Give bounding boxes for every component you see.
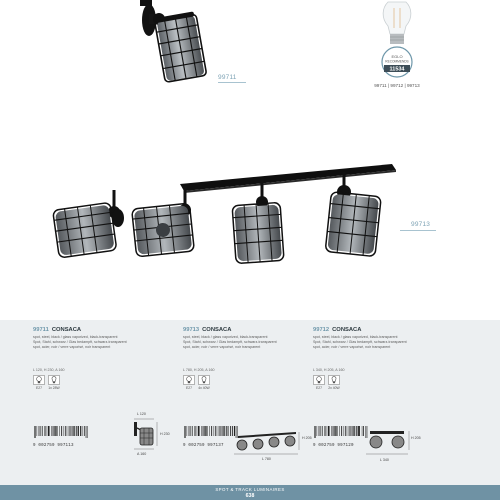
spec-icons-99713: [183, 375, 210, 390]
bulb-small-icon: [328, 375, 340, 385]
barcode-bar: [360, 426, 361, 436]
dimensions-99711: L 120, H 230, A 160: [33, 368, 65, 372]
drawing-label-projection: A 160: [137, 452, 147, 456]
wattage-spec: [198, 375, 210, 390]
bar-spot-head-4: [325, 172, 381, 257]
barcode-bar: [34, 426, 35, 438]
barcode-bar: [314, 426, 315, 438]
wattage-spec: [48, 375, 60, 390]
product-column-99712: [313, 327, 463, 350]
barcode-bar: [339, 426, 340, 436]
barcode-bar: [48, 426, 49, 436]
barcode-bar: [223, 426, 224, 436]
barcode-bar: [230, 426, 231, 436]
barcode-bar: [207, 426, 208, 436]
bar-spot-head-3: [232, 178, 284, 264]
barcode-bar: [192, 426, 193, 436]
socket-spec: [33, 375, 45, 390]
bulb-recommendation: [368, 0, 426, 92]
socket-caption: E27: [315, 385, 323, 390]
barcode-bar: [356, 426, 357, 436]
wattage-caption: 2x 40W: [328, 385, 340, 390]
barcode-bar: [345, 426, 346, 436]
socket-icon: [33, 375, 45, 385]
bulb-small-icon: [48, 375, 60, 385]
barcode-bar: [215, 426, 216, 436]
barcode-bar: [35, 426, 36, 438]
spec-line: spot, acier, noir / verre vaporisé, noir transparent: [183, 345, 261, 350]
product-title: [183, 327, 333, 333]
barcode-bar: [219, 426, 220, 436]
barcode-bar: [59, 426, 60, 436]
barcode-bar: [86, 426, 87, 438]
bar-spot-photo: [48, 160, 408, 270]
drawing-label-height: H 230: [160, 432, 170, 436]
barcode-bar: [209, 426, 210, 436]
barcode-bar: [55, 426, 56, 436]
technical-drawing-99713: [232, 430, 302, 458]
product-name: CONSACA: [202, 327, 232, 333]
product-name: CONSACA: [332, 327, 362, 333]
barcode-bar: [226, 426, 227, 436]
drawing-label-height: H 205: [411, 436, 421, 440]
socket-caption: E27: [35, 385, 43, 390]
barcode-digits: 9 002759 997137: [183, 443, 224, 448]
barcode-bar: [332, 426, 333, 436]
spec-line: spot, acier, noir / verre vaporisé, noir transparent: [313, 345, 391, 350]
socket-spec: [183, 375, 195, 390]
barcode-bars: [33, 426, 117, 438]
barcode-bar: [87, 426, 88, 438]
barcode-bar: [37, 426, 38, 436]
barcode-bar: [184, 426, 185, 438]
product-code: 99713: [183, 327, 200, 333]
dimensions-99713: L 780, H 205, A 160: [183, 368, 215, 372]
product-column-99713: [183, 327, 333, 350]
spec-line: spot, acier, noir / verre vaporisé, noir transparent: [33, 345, 111, 350]
barcode-bar: [185, 426, 186, 438]
barcode-bar: [84, 426, 85, 436]
page-footer: [0, 485, 500, 500]
svg-text:RECOMMENDS: RECOMMENDS: [385, 59, 409, 64]
barcode-bar: [353, 426, 354, 436]
barcode-bar: [228, 426, 229, 436]
barcode-99711: [33, 425, 117, 448]
product-title: [313, 327, 463, 333]
barcode-bar: [320, 426, 321, 436]
drawing-label-length: L 340: [380, 458, 389, 462]
page-number: 638: [245, 492, 255, 499]
svg-text:11534: 11534: [389, 66, 405, 73]
barcode-bar: [40, 426, 41, 436]
barcode-bar: [190, 426, 191, 436]
wall-spot-code-line: [218, 82, 246, 83]
spec-line: Spot, Stahl, schwarz / Glas bedampft, schwarz-transparent: [313, 340, 407, 345]
barcode-bar: [315, 426, 316, 438]
socket-icon: [313, 375, 325, 385]
barcode-bar: [46, 426, 47, 436]
barcode-bar: [326, 426, 327, 436]
barcode-bar: [69, 426, 70, 436]
barcode-bar: [71, 426, 72, 436]
wattage-caption: 1x 28W: [48, 385, 60, 390]
barcode-bar: [198, 426, 199, 436]
socket-caption: E27: [185, 385, 193, 390]
bulb-compatible-codes: 99711 | 99712 | 99713: [374, 83, 420, 88]
barcode-bar: [322, 426, 323, 436]
barcode-bar: [80, 426, 81, 436]
barcode-bar: [199, 426, 200, 436]
barcode-bar: [44, 426, 45, 436]
barcode-bar: [341, 426, 342, 436]
bulb-small-icon: [198, 375, 210, 385]
barcode-bar: [67, 426, 68, 436]
wall-spot-code: 99711: [218, 74, 237, 81]
barcode-bar: [54, 426, 55, 436]
barcode-bar: [347, 426, 348, 436]
barcode-bar: [324, 426, 325, 436]
barcode-bar: [354, 426, 355, 436]
spec-line: spot, steel, black / glass vaporized, black-transparent: [313, 335, 398, 339]
product-code: 99711: [33, 327, 49, 333]
spec-line: spot, steel, black / glass vaporized, black-transparent: [33, 335, 118, 339]
svg-text:EGLO: EGLO: [391, 54, 403, 59]
barcode-bar: [334, 426, 335, 436]
product-code: 99712: [313, 327, 330, 333]
barcode-bar: [221, 426, 222, 436]
barcode-bar: [82, 426, 83, 436]
barcode-digits: 9 002759 997113: [33, 443, 74, 448]
footer-category: SPOT & TRACK LUMINAIRES: [215, 486, 285, 492]
barcode-bar: [52, 426, 53, 436]
spec-line: Spot, Stahl, schwarz / Glas bedampft, schwarz-transparent: [33, 340, 127, 345]
barcode-bar: [42, 426, 43, 436]
barcode-bar: [204, 426, 205, 436]
wall-spot-photo: [140, 0, 215, 92]
barcode-bar: [337, 426, 338, 436]
bulb-icon: [368, 0, 426, 82]
barcode-bar: [224, 426, 225, 436]
barcode-bar: [202, 426, 203, 436]
barcode-bar: [65, 426, 66, 436]
barcode-bar: [189, 426, 190, 436]
barcode-bar: [73, 426, 74, 436]
barcode-bar: [61, 426, 62, 436]
barcode-bar: [196, 426, 197, 436]
barcode-bar: [194, 426, 195, 436]
drawing-label-length: L 780: [262, 457, 271, 461]
barcode-bar: [205, 426, 206, 436]
barcode-bar: [328, 426, 329, 436]
barcode-bar: [57, 426, 58, 436]
barcode-bar: [351, 426, 352, 436]
bar-spot-head-1: [53, 190, 124, 258]
barcode-bar: [329, 426, 330, 436]
barcode-bar: [213, 426, 214, 436]
drawing-label-height: H 205: [302, 436, 312, 440]
bar-spot-code-line: [400, 230, 436, 231]
drawing-label-depth: L 120: [137, 412, 146, 416]
spec-line: spot, steel, black / glass vaporized, black-transparent: [183, 335, 268, 339]
barcode-bar: [343, 426, 344, 436]
barcode-bar: [49, 426, 50, 436]
barcode-bar: [358, 426, 359, 436]
technical-drawing-99712: [362, 428, 412, 458]
product-column-99711: [33, 327, 183, 350]
product-title: [33, 327, 183, 333]
spec-line: Spot, Stahl, schwarz / Glas bedampft, schwarz-transparent: [183, 340, 277, 345]
barcode-bar: [63, 426, 64, 436]
barcode-bar: [78, 426, 79, 436]
bar-spot-head-2: [132, 186, 195, 257]
socket-spec: [313, 375, 325, 390]
product-name: CONSACA: [51, 327, 82, 333]
barcode-bar: [217, 426, 218, 436]
barcode-bar: [187, 426, 188, 436]
barcode-bar: [317, 426, 318, 436]
barcode-digits: 9 002759 997120: [313, 443, 354, 448]
socket-icon: [183, 375, 195, 385]
barcode-bar: [319, 426, 320, 436]
wattage-caption: 4x 40W: [198, 385, 210, 390]
bar-spot-code: 99713: [411, 221, 431, 228]
barcode-bar: [349, 426, 350, 436]
wattage-spec: [328, 375, 340, 390]
product-info-section: [0, 320, 500, 485]
spec-icons-99711: [33, 375, 60, 390]
spec-icons-99712: [313, 375, 340, 390]
barcode-bar: [39, 426, 40, 436]
dimensions-99712: L 340, H 205, A 160: [313, 368, 345, 372]
barcode-bar: [76, 426, 77, 436]
barcode-bar: [211, 426, 212, 436]
barcode-bar: [74, 426, 75, 436]
barcode-bar: [335, 426, 336, 436]
